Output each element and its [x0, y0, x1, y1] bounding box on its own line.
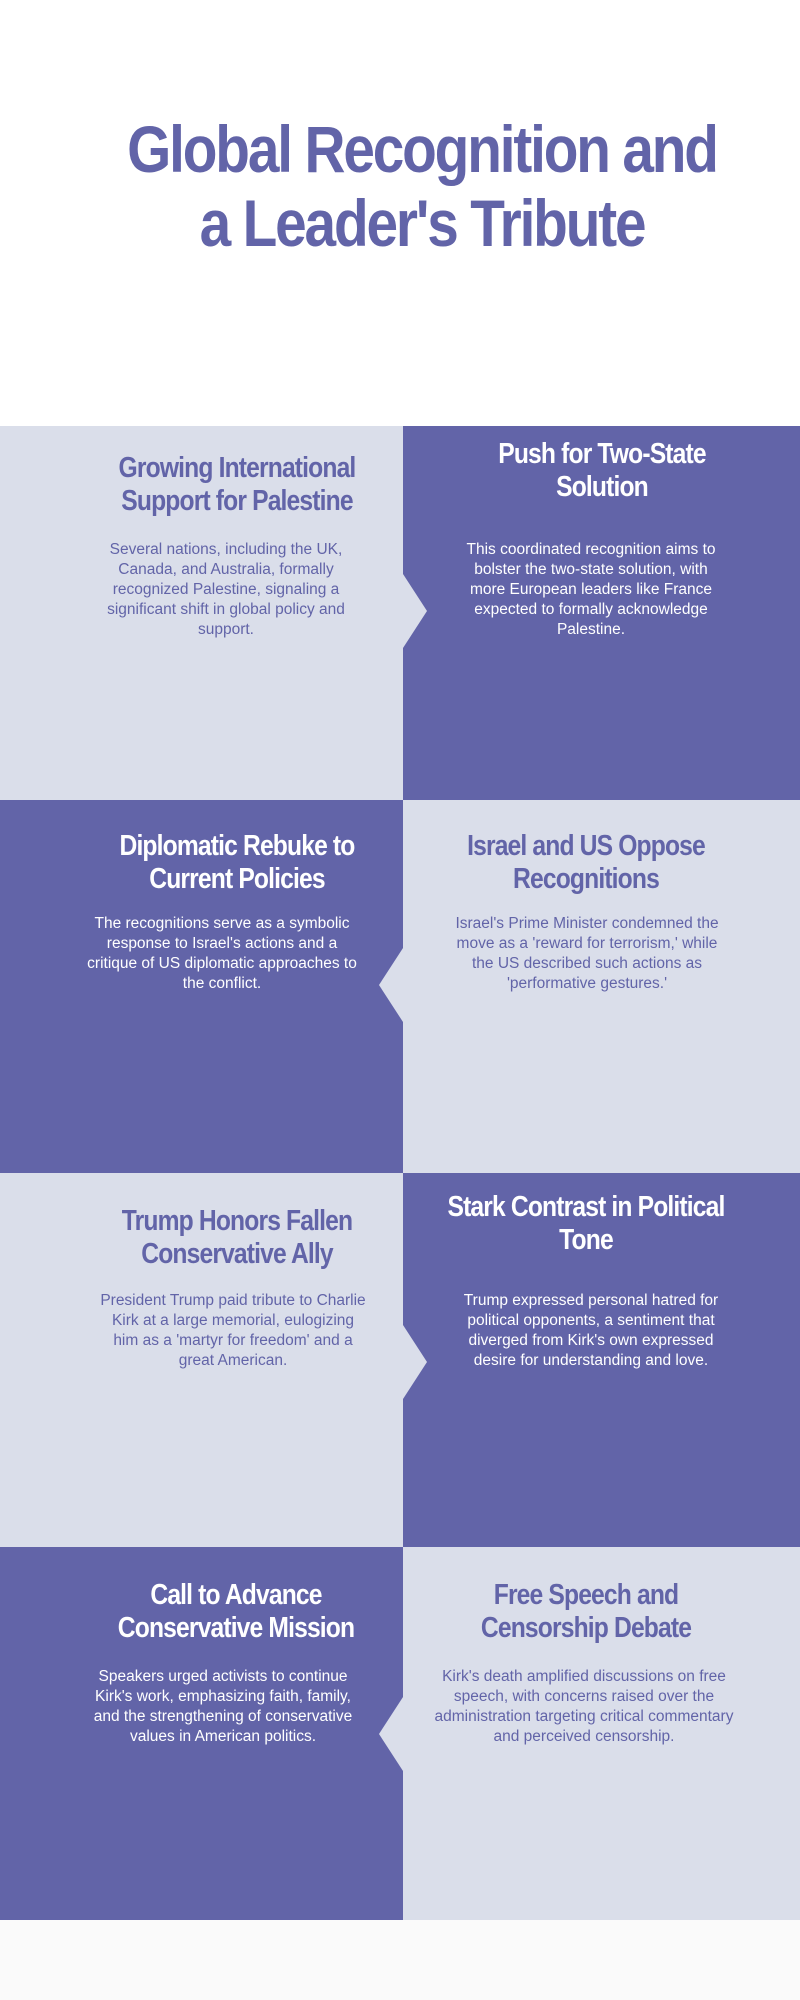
card-title: Free Speech and Censorship Debate — [480, 1578, 692, 1644]
card-title: Push for Two-State Solution — [498, 438, 706, 503]
card-text: Israel's Prime Minister condemned the move as a 'reward for terrorism,' while the US described such actions as 'performative gestures.' — [455, 914, 719, 992]
card-row-4 — [0, 1547, 800, 1921]
card-conservative-mission — [0, 1547, 403, 1921]
connector-arrow — [403, 1325, 427, 1399]
card-row-1 — [0, 426, 800, 800]
card-israel-us-oppose — [403, 800, 800, 1174]
card-text: Several nations, including the UK, Canada, and Australia, formally recognized Palestine, signaling a significant shift in global policy and support. — [107, 541, 345, 638]
card-row-3 — [0, 1173, 800, 1547]
card-diplomatic-rebuke — [0, 800, 403, 1174]
card-text: This coordinated recognition aims to bolster the two-state solution, with more European leaders like France expected to formally acknowledge Palestine. — [466, 541, 716, 638]
card-title: Growing International Support for Palestine — [118, 452, 356, 517]
card-title: Israel and US Oppose Recognitions — [467, 829, 705, 895]
hero-section — [0, 0, 800, 426]
card-free-speech — [403, 1547, 800, 1921]
card-title: Trump Honors Fallen Conservative Ally — [121, 1205, 353, 1270]
card-grid — [0, 426, 800, 1920]
connector-arrow — [403, 574, 427, 648]
card-text: Trump expressed personal hatred for political opponents, a sentiment that diverged from Kirk's own expressed desire for understanding and love. — [463, 1292, 719, 1369]
card-trump-honors — [0, 1173, 403, 1547]
connector-arrow — [379, 948, 403, 1022]
card-political-tone — [403, 1173, 800, 1547]
card-text: President Trump paid tribute to Charlie Kirk at a large memorial, eulogizing him as a 'martyr for freedom' and a great American. — [100, 1292, 366, 1369]
footer-space — [0, 1920, 800, 2000]
card-text: Kirk's death amplified discussions on free speech, with concerns raised over the administration targeting critical commentary and perceived censorship. — [434, 1667, 734, 1745]
connector-arrow — [379, 1697, 403, 1771]
card-title: Call to Advance Conservative Mission — [117, 1578, 355, 1644]
card-title: Diplomatic Rebuke to Current Policies — [119, 829, 355, 895]
card-title: Stark Contrast in Political Tone — [447, 1191, 725, 1256]
card-row-2 — [0, 800, 800, 1174]
card-two-state-solution — [403, 426, 800, 800]
card-international-support — [0, 426, 403, 800]
page-title: Global Recognition and a Leader's Tribute — [127, 112, 717, 260]
card-text: Speakers urged activists to continue Kirk's work, emphasizing faith, family, and the strengthening of conservative values in American politics. — [93, 1667, 353, 1745]
card-text: The recognitions serve as a symbolic response to Israel's actions and a critique of US diplomatic approaches to the conflict. — [87, 914, 357, 992]
